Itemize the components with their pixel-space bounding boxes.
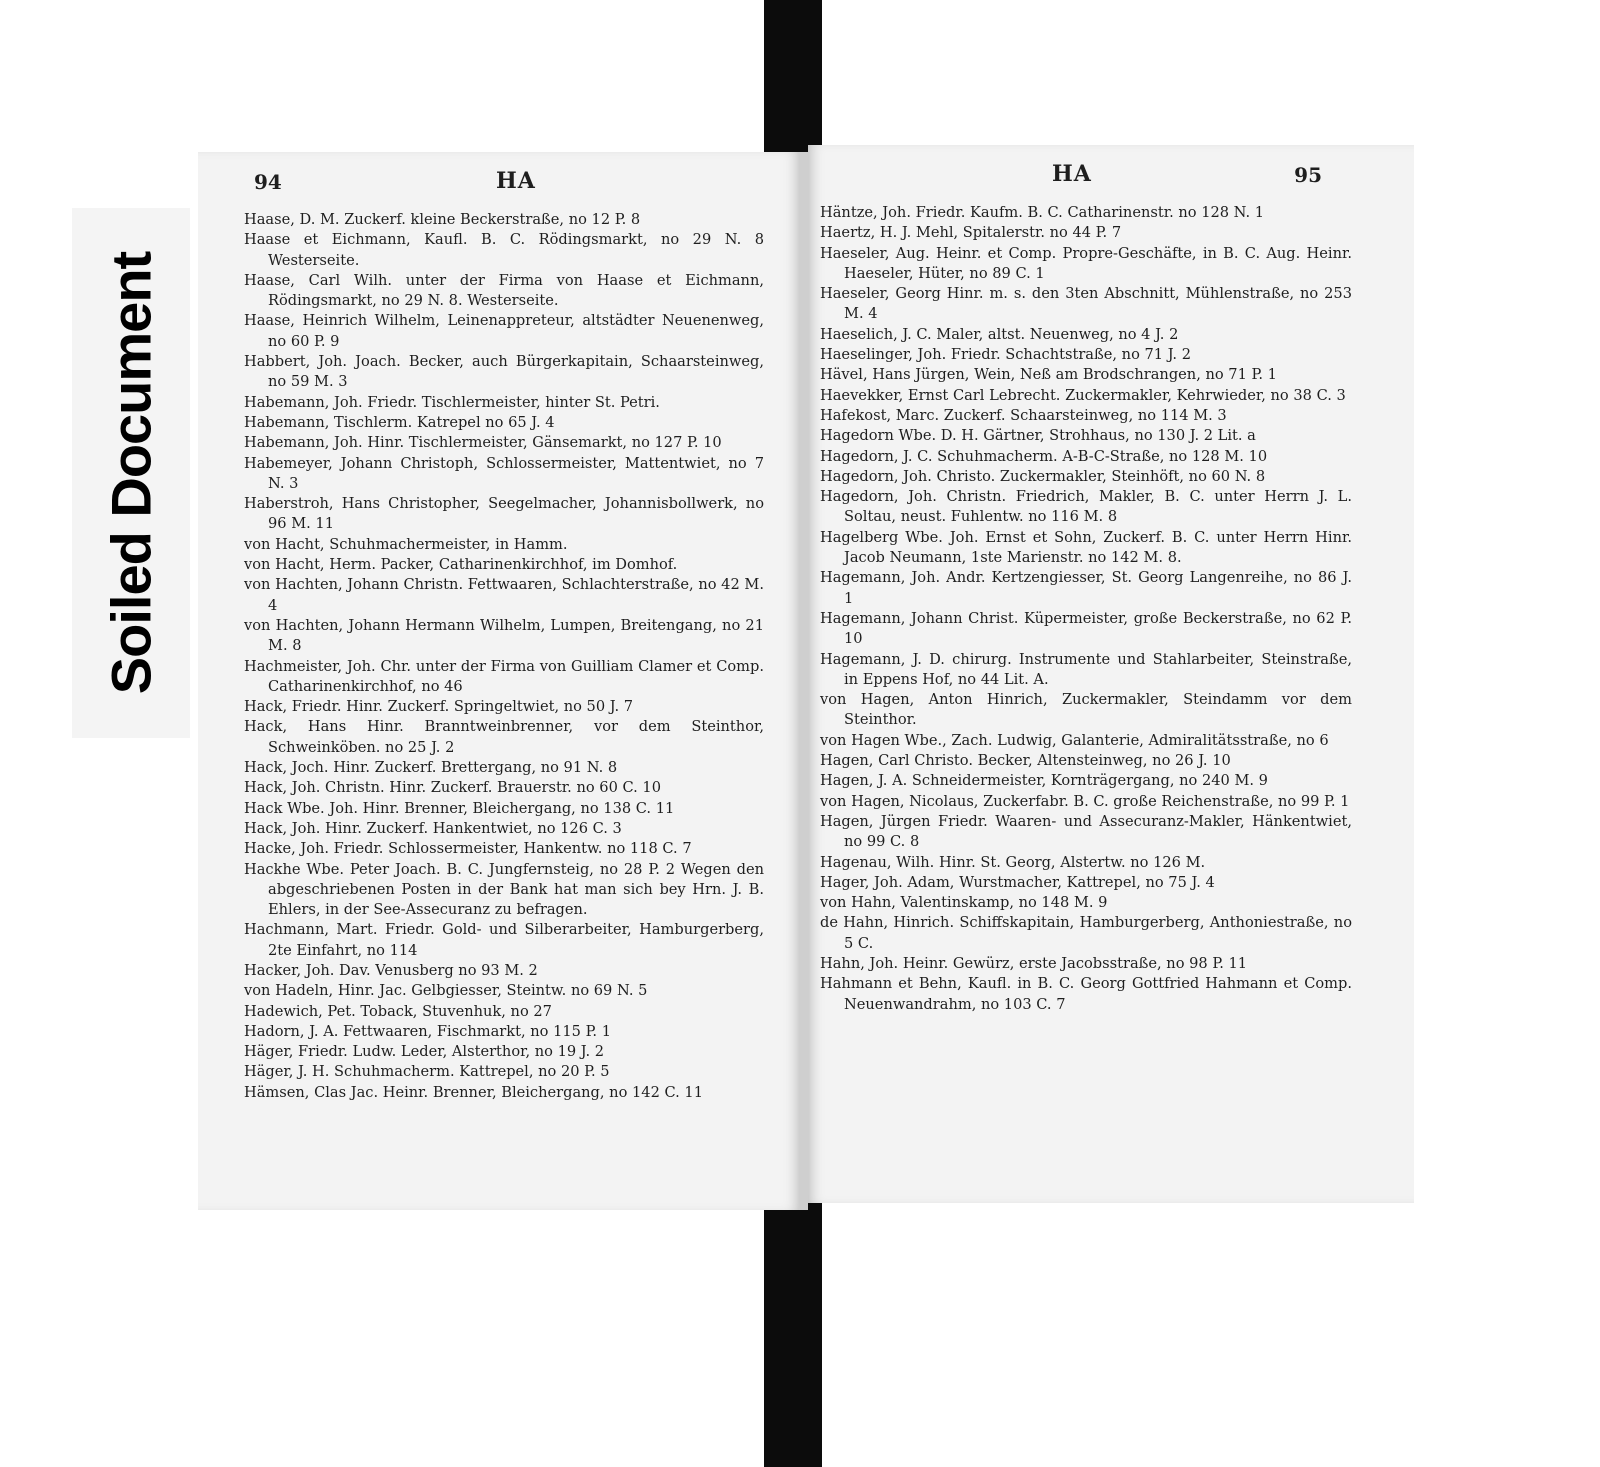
directory-entry: von Hadeln, Hinr. Jac. Gelbgiesser, Steintw. no 69 N. 5: [244, 982, 648, 1000]
directory-entry: Hagedorn Wbe. D. H. Gärtner, Strohhaus, no 130 J. 2 Lit. a: [820, 427, 1256, 445]
directory-entry: Hager, Joh. Adam, Wurstmacher, Kattrepel, no 75 J. 4: [820, 873, 1215, 891]
directory-entry: Haase, Heinrich Wilhelm, Leinenappreteur, altstädter Neuenenweg, no 60 P. 9: [244, 312, 764, 350]
book-binding-top: [764, 0, 822, 158]
directory-entry: Hahmann et Behn, Kaufl. in B. C. Georg Gottfried Hahmann et Comp. Neuenwandrahm, no 103 C. 7: [820, 975, 1352, 1013]
directory-entry: Hacker, Joh. Dav. Venusberg no 93 M. 2: [244, 961, 538, 979]
directory-entry: Hafekost, Marc. Zuckerf. Schaarsteinweg, no 114 M. 3: [820, 406, 1227, 424]
directory-entry: Haeseler, Aug. Heinr. et Comp. Propre-Geschäfte, in B. C. Aug. Heinr. Haeseler, Hüter, no 89 C. 1: [820, 244, 1352, 282]
directory-entry: Hagedorn, Joh. Christn. Friedrich, Makler, B. C. unter Herrn J. L. Soltau, neust. Fuhlentw. no 116 M. 8: [820, 488, 1352, 526]
directory-entry: Hämsen, Clas Jac. Heinr. Brenner, Bleichergang, no 142 C. 11: [244, 1083, 703, 1101]
directory-entry: Hagenau, Wilh. Hinr. St. Georg, Alstertw. no 126 M.: [820, 853, 1206, 871]
directory-entry: Hack, Joh. Christn. Hinr. Zuckerf. Brauerstr. no 60 C. 10: [244, 779, 661, 797]
directory-entry: Hagedorn, Joh. Christo. Zuckermakler, Steinhöft, no 60 N. 8: [820, 467, 1266, 485]
left-running-head: HA: [496, 168, 536, 194]
directory-entry: Hachmann, Mart. Friedr. Gold- und Silberarbeiter, Hamburgerberg, 2te Einfahrt, no 114: [244, 921, 764, 959]
right-running-head: HA: [1052, 161, 1092, 187]
directory-entry: Hadorn, J. A. Fettwaaren, Fischmarkt, no 115 P. 1: [244, 1022, 611, 1040]
directory-entry: Hagemann, Joh. Andr. Kertzengiesser, St. Georg Langenreihe, no 86 J. 1: [820, 569, 1352, 607]
directory-entry: Hagedorn, J. C. Schuhmacherm. A-B-C-Straße, no 128 M. 10: [820, 447, 1268, 465]
directory-entry: Haberstroh, Hans Christopher, Seegelmacher, Johannisbollwerk, no 96 M. 11: [244, 495, 764, 533]
directory-entry: Hacke, Joh. Friedr. Schlossermeister, Hankentw. no 118 C. 7: [244, 840, 692, 858]
directory-entry: Haeselich, J. C. Maler, altst. Neuenweg, no 4 J. 2: [820, 325, 1179, 343]
directory-entry: Hagelberg Wbe. Joh. Ernst et Sohn, Zuckerf. B. C. unter Herrn Hinr. Jacob Neumann, 1ste Marienstr. no 142 M. 8.: [820, 528, 1352, 567]
left-entry-list: [244, 210, 764, 1103]
directory-entry: Habemann, Tischlerm. Katrepel no 65 J. 4: [244, 413, 555, 431]
left-page: [198, 152, 800, 1210]
left-page-number: 94: [254, 170, 282, 194]
directory-entry: von Hagen, Anton Hinrich, Zuckermakler, Steindamm vor dem Steinthor.: [820, 691, 1352, 729]
directory-entry: Hagemann, Johann Christ. Küpermeister, große Beckerstraße, no 62 P. 10: [820, 609, 1352, 648]
page-gutter: [799, 152, 808, 1210]
directory-entry: Hagen, Carl Christo. Becker, Altensteinweg, no 26 J. 10: [820, 752, 1231, 770]
directory-entry: von Hachten, Johann Hermann Wilhelm, Lumpen, Breitengang, no 21 M. 8: [244, 616, 764, 655]
directory-entry: Häntze, Joh. Friedr. Kaufm. B. C. Catharinenstr. no 128 N. 1: [820, 204, 1265, 221]
directory-entry: Häger, Friedr. Ludw. Leder, Alsterthor, no 19 J. 2: [244, 1043, 605, 1061]
directory-entry: Haase, Carl Wilh. unter der Firma von Haase et Eichmann, Rödingsmarkt, no 29 N. 8. Westerseite.: [244, 271, 764, 310]
directory-entry: Haeseler, Georg Hinr. m. s. den 3ten Abschnitt, Mühlenstraße, no 253 M. 4: [820, 285, 1352, 323]
directory-entry: Hagen, Jürgen Friedr. Waaren- und Assecuranz-Makler, Hänkentwiet, no 99 C. 8: [820, 812, 1352, 851]
directory-entry: Hagen, J. A. Schneidermeister, Kornträgergang, no 240 M. 9: [820, 772, 1268, 790]
side-label: Soiled Document: [99, 251, 163, 695]
directory-entry: Hagemann, J. D. chirurg. Instrumente und Stahlarbeiter, Steinstraße, in Eppens Hof, no 44 Lit. A.: [820, 650, 1352, 688]
directory-entry: Haertz, H. J. Mehl, Spitalerstr. no 44 P. 7: [820, 224, 1122, 242]
directory-entry: Habbert, Joh. Joach. Becker, auch Bürgerkapitain, Schaarsteinweg, no 59 M. 3: [244, 353, 764, 391]
directory-entry: Hahn, Joh. Heinr. Gewürz, erste Jacobsstraße, no 98 P. 11: [820, 954, 1248, 972]
right-page: [808, 145, 1414, 1203]
directory-entry: Habemeyer, Johann Christoph, Schlossermeister, Mattentwiet, no 7 N. 3: [244, 454, 764, 492]
directory-entry: von Hagen, Nicolaus, Zuckerfabr. B. C. große Reichenstraße, no 99 P. 1: [820, 792, 1350, 810]
directory-entry: von Hahn, Valentinskamp, no 148 M. 9: [820, 894, 1108, 912]
right-entry-list: [820, 203, 1352, 1015]
directory-entry: Hackhe Wbe. Peter Joach. B. C. Jungfernsteig, no 28 P. 2 Wegen den abgeschriebenen Posten in der Bank hat man sich bey Hrn. J. B. Ehlers, in der See-Assecuranz zu befragen.: [244, 860, 764, 919]
directory-entry: Haase, D. M. Zuckerf. kleine Beckerstraße, no 12 P. 8: [244, 211, 641, 228]
directory-entry: Haase et Eichmann, Kaufl. B. C. Rödingsmarkt, no 29 N. 8 Westerseite.: [244, 231, 764, 269]
directory-entry: Hack, Friedr. Hinr. Zuckerf. Springeltwiet, no 50 J. 7: [244, 698, 634, 716]
right-page-number: 95: [1294, 163, 1322, 187]
directory-entry: Habemann, Joh. Friedr. Tischlermeister, hinter St. Petri.: [244, 393, 660, 411]
directory-entry: Habemann, Joh. Hinr. Tischlermeister, Gänsemarkt, no 127 P. 10: [244, 434, 722, 452]
directory-entry: Hack, Joch. Hinr. Zuckerf. Brettergang, no 91 N. 8: [244, 759, 618, 777]
directory-entry: Hävel, Hans Jürgen, Wein, Neß am Brodschrangen, no 71 P. 1: [820, 366, 1277, 384]
directory-entry: Haevekker, Ernst Carl Lebrecht. Zuckermakler, Kehrwieder, no 38 C. 3: [820, 386, 1346, 404]
directory-entry: Haeselinger, Joh. Friedr. Schachtstraße, no 71 J. 2: [820, 346, 1191, 364]
directory-entry: Häger, J. H. Schuhmacherm. Kattrepel, no 20 P. 5: [244, 1063, 610, 1081]
directory-entry: Hack Wbe. Joh. Hinr. Brenner, Bleichergang, no 138 C. 11: [244, 799, 675, 817]
book-binding-bottom: [764, 1200, 822, 1467]
directory-entry: von Hachten, Johann Christn. Fettwaaren, Schlachterstraße, no 42 M. 4: [244, 576, 764, 614]
directory-entry: Hadewich, Pet. Toback, Stuvenhuk, no 27: [244, 1002, 552, 1020]
directory-entry: von Hagen Wbe., Zach. Ludwig, Galanterie, Admiralitätsstraße, no 6: [820, 731, 1329, 749]
directory-entry: Hack, Joh. Hinr. Zuckerf. Hankentwiet, no 126 C. 3: [244, 819, 622, 837]
directory-entry: de Hahn, Hinrich. Schiffskapitain, Hamburgerberg, Anthoniestraße, no 5 C.: [820, 914, 1352, 952]
directory-entry: von Hacht, Schuhmachermeister, in Hamm.: [244, 535, 568, 553]
directory-entry: Hachmeister, Joh. Chr. unter der Firma von Guilliam Clamer et Comp. Catharinenkirchhof, no 46: [244, 657, 764, 695]
directory-entry: von Hacht, Herm. Packer, Catharinenkirchhof, im Domhof.: [244, 556, 678, 574]
directory-entry: Hack, Hans Hinr. Branntweinbrenner, vor dem Steinthor, Schweinköben. no 25 J. 2: [244, 718, 764, 756]
